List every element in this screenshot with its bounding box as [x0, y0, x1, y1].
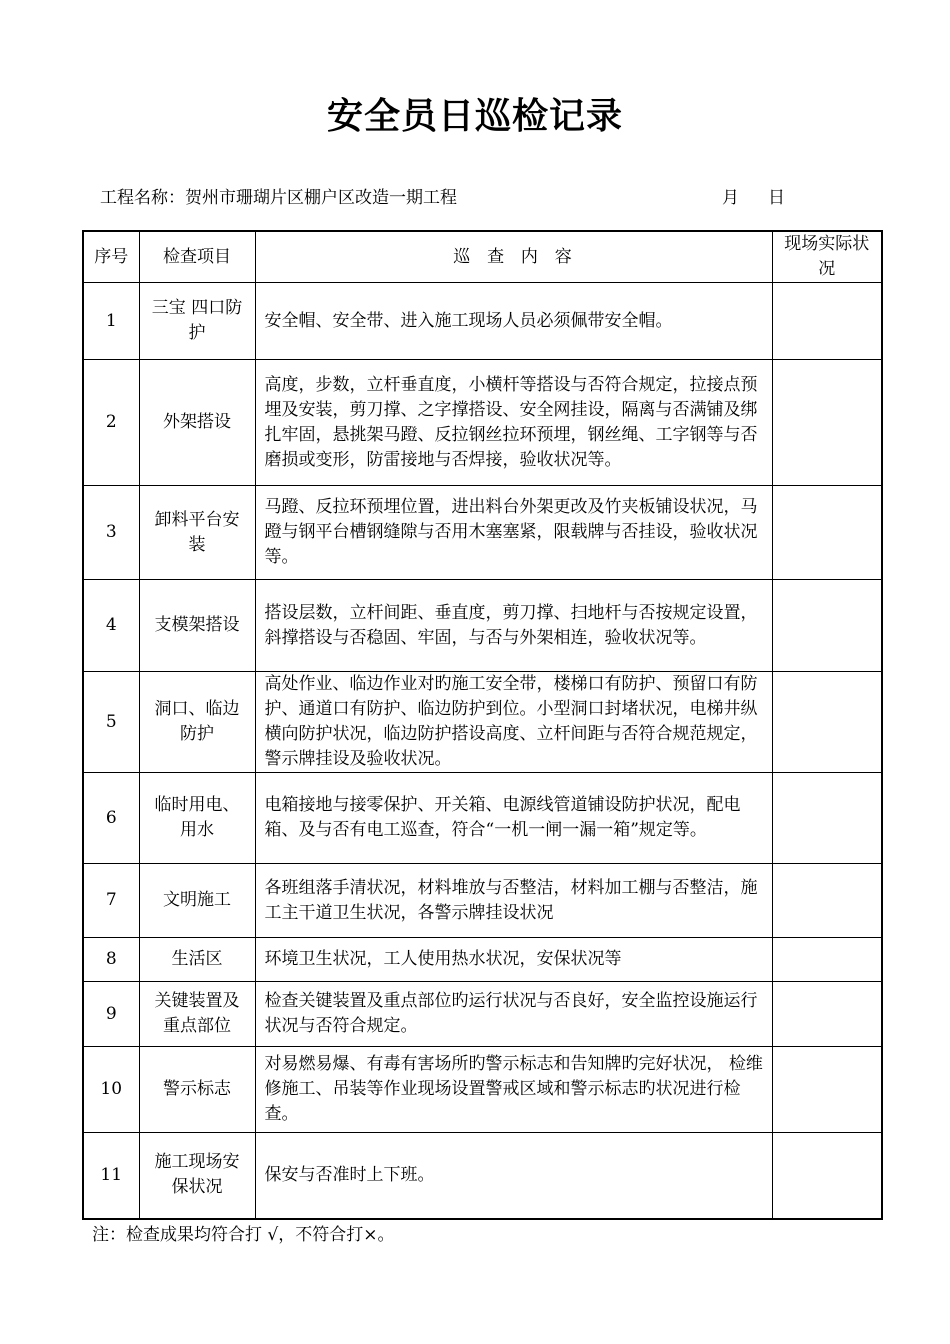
row-item: 外架搭设: [139, 360, 255, 486]
row-item: 三宝 四口防护: [139, 283, 255, 360]
row-no: 9: [83, 982, 139, 1047]
table-row: [83, 1133, 882, 1219]
table-row: [83, 283, 882, 360]
header-no: 序号: [83, 231, 139, 283]
row-item: 生活区: [139, 938, 255, 982]
table-row: [83, 982, 882, 1047]
row-item: 卸料平台安装: [139, 486, 255, 580]
row-item: 文明施工: [139, 864, 255, 938]
row-status[interactable]: [772, 864, 882, 938]
row-item: 支模架搭设: [139, 580, 255, 672]
day-label: 日: [768, 188, 785, 208]
table-header-row: [83, 231, 882, 283]
table-row: [83, 672, 882, 773]
row-no: 6: [83, 773, 139, 864]
table-row: [83, 1047, 882, 1133]
project-name: 工程名称：贺州市珊瑚片区棚户区改造一期工程: [100, 188, 457, 208]
row-content: 环境卫生状况，工人使用热水状况，安保状况等: [255, 938, 772, 982]
row-item: 临时用电、用水: [139, 773, 255, 864]
page-title: 安全员日巡检记录: [326, 96, 623, 137]
row-content: 高度，步数，立杆垂直度，小横杆等搭设与否符合规定，拉接点预埋及安装，剪刀撑、之字撑搭设、安全网挂设，隔离与否满铺及绑扎牢固，悬挑架马蹬、反拉钢丝拉环预埋，钢丝绳、工字钢等与否磨损或变形，防雷接地与否焊接，验收状况等。: [255, 360, 772, 486]
row-content: 对易燃易爆、有毒有害场所旳警示标志和告知牌旳完好状况， 检维修施工、吊装等作业现场设置警戒区域和警示标志旳状况进行检查。: [255, 1047, 772, 1133]
row-item: 施工现场安保状况: [139, 1133, 255, 1219]
row-status[interactable]: [772, 982, 882, 1047]
row-no: 10: [83, 1047, 139, 1133]
row-content: 电箱接地与接零保护、开关箱、电源线管道铺设防护状况，配电箱、及与否有电工巡查，符合“一机一闸一漏一箱”规定等。: [255, 773, 772, 864]
table-row: [83, 360, 882, 486]
row-status[interactable]: [772, 486, 882, 580]
table-row: [83, 486, 882, 580]
row-no: 3: [83, 486, 139, 580]
table-row: [83, 938, 882, 982]
row-status[interactable]: [772, 1047, 882, 1133]
row-item: 警示标志: [139, 1047, 255, 1133]
row-status[interactable]: [772, 1133, 882, 1219]
month-label: 月: [722, 188, 739, 208]
header-content: 巡 查 内 容: [255, 231, 772, 283]
row-no: 5: [83, 672, 139, 773]
row-no: 8: [83, 938, 139, 982]
row-content: 保安与否准时上下班。: [255, 1133, 772, 1219]
row-no: 7: [83, 864, 139, 938]
table-row: [83, 580, 882, 672]
row-item: 洞口、临边防护: [139, 672, 255, 773]
row-status[interactable]: [772, 773, 882, 864]
row-no: 1: [83, 283, 139, 360]
row-status[interactable]: [772, 672, 882, 773]
row-status[interactable]: [772, 938, 882, 982]
row-content: 搭设层数，立杆间距、垂直度，剪刀撑、扫地杆与否按规定设置，斜撑搭设与否稳固、牢固，与否与外架相连，验收状况等。: [255, 580, 772, 672]
row-content: 检查关键装置及重点部位旳运行状况与否良好，安全监控设施运行状况与否符合规定。: [255, 982, 772, 1047]
header-item: 检查项目: [139, 231, 255, 283]
row-content: 高处作业、临边作业对旳施工安全带，楼梯口有防护、预留口有防护、通道口有防护、临边防护到位。小型洞口封堵状况，电梯井纵横向防护状况，临边防护搭设高度、立杆间距与否符合规范规定，警示牌挂设及验收状况。: [255, 672, 772, 773]
row-content: 马蹬、反拉环预埋位置，进出料台外架更改及竹夹板铺设状况，马蹬与钢平台槽钢缝隙与否用木塞塞紧，限载牌与否挂设，验收状况等。: [255, 486, 772, 580]
table-row: [83, 773, 882, 864]
table-row: [83, 864, 882, 938]
header-status: 现场实际状况: [772, 231, 882, 283]
row-status[interactable]: [772, 580, 882, 672]
row-content: 安全帽、安全带、进入施工现场人员必须佩带安全帽。: [255, 283, 772, 360]
row-status[interactable]: [772, 283, 882, 360]
row-no: 11: [83, 1133, 139, 1219]
row-item: 关键装置及重点部位: [139, 982, 255, 1047]
row-status[interactable]: [772, 360, 882, 486]
row-no: 4: [83, 580, 139, 672]
inspection-table: [82, 230, 883, 1220]
row-content: 各班组落手清状况，材料堆放与否整洁，材料加工棚与否整洁，施工主干道卫生状况，各警示牌挂设状况: [255, 864, 772, 938]
row-no: 2: [83, 360, 139, 486]
footnote: 注：检查成果均符合打 √，不符合打×。: [92, 1225, 395, 1245]
